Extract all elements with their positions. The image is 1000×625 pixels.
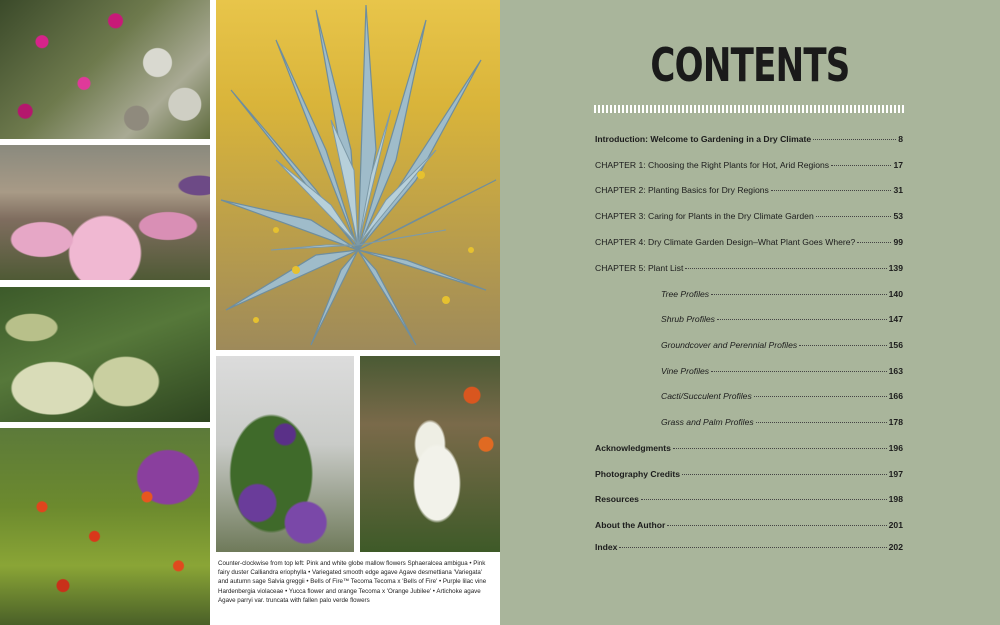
dot-leader xyxy=(667,525,886,526)
toc-entry-label: Shrub Profiles xyxy=(661,314,715,324)
dot-leader xyxy=(682,474,887,475)
toc-entry-about-the-author[interactable] xyxy=(595,520,903,532)
dot-leader xyxy=(831,165,891,166)
toc-entry-page: 198 xyxy=(888,494,903,504)
variegated-agave-photo xyxy=(0,287,210,422)
photo-caption: Counter-clockwise from top left: Pink and white globe mallow flowers Sphaeralcea ambigua • Pink fairy duster Calliandra eriophylla • Variegated smooth edge agave Agave desmettiana 'Variegata' and autumn sage Salvia greggii • Bells of Fire™ Tecoma Tecoma x 'Bells of Fire' • Purple lilac vine Hardenbergia violaceae • Yucca flower and orange Tecoma x 'Orange Jubilee' • Artichoke agave Agave parryi var. truncata with fallen palo verde flowers xyxy=(218,560,487,604)
yucca-flower-photo xyxy=(360,356,500,552)
bells-of-fire-tecoma-photo xyxy=(0,428,210,625)
toc-entry-chapter-5[interactable] xyxy=(595,263,903,275)
toc-entry-page: 140 xyxy=(888,289,903,299)
contents-title: CONTENTS xyxy=(650,38,850,92)
globe-mallow-photo xyxy=(0,0,210,139)
toc-entry-label: Groundcover and Perennial Profiles xyxy=(661,340,798,350)
toc-entry-label: Tree Profiles xyxy=(661,289,710,299)
toc-entry-shrub-profiles[interactable] xyxy=(661,314,903,326)
toc-entry-photography-credits[interactable] xyxy=(595,469,903,481)
toc-entry-index[interactable] xyxy=(595,542,903,554)
dot-leader xyxy=(673,448,887,449)
artichoke-agave-photo xyxy=(216,0,500,350)
toc-entry-label: CHAPTER 2: Planting Basics for Dry Regions xyxy=(595,185,769,195)
toc-entry-page: 197 xyxy=(888,469,903,479)
dot-leader xyxy=(756,422,887,423)
toc-entry-page: 163 xyxy=(888,366,903,376)
toc-entry-vine-profiles[interactable] xyxy=(661,366,903,378)
dot-leader xyxy=(857,242,891,243)
toc-entry-label: Grass and Palm Profiles xyxy=(661,417,754,427)
toc-entry-label: Vine Profiles xyxy=(661,366,710,376)
toc-entry-page: 201 xyxy=(888,520,903,530)
dot-leader xyxy=(816,216,892,217)
toc-entry-chapter-4[interactable] xyxy=(595,237,903,249)
toc-entry-label: CHAPTER 4: Dry Climate Garden Design–What Plant Goes Where? xyxy=(595,237,856,247)
toc-entry-chapter-2[interactable] xyxy=(595,185,903,197)
dot-leader xyxy=(771,190,892,191)
toc-entry-label: About the Author xyxy=(595,520,666,530)
fairy-duster-photo xyxy=(0,145,210,280)
toc-entry-page: 196 xyxy=(888,443,903,453)
toc-entry-page: 139 xyxy=(888,263,903,273)
dot-leader xyxy=(685,268,886,269)
agave-illustration xyxy=(216,0,500,350)
toc-entry-resources[interactable] xyxy=(595,494,903,506)
toc-entry-tree-profiles[interactable] xyxy=(661,289,903,301)
toc-entry-chapter-1[interactable] xyxy=(595,160,903,172)
dot-leader xyxy=(641,499,887,500)
dot-leader xyxy=(619,547,886,548)
toc-entry-label: Acknowledgments xyxy=(595,443,671,453)
purple-lilac-vine-photo xyxy=(216,356,354,552)
toc-entry-page: 8 xyxy=(898,134,903,144)
toc-entry-page: 178 xyxy=(888,417,903,427)
toc-entry-acknowledgments[interactable] xyxy=(595,443,903,455)
contents-page xyxy=(500,0,1000,625)
dashed-rule xyxy=(594,105,904,113)
dot-leader xyxy=(711,371,887,372)
toc-entry-label: Resources xyxy=(595,494,639,504)
dot-leader xyxy=(799,345,887,346)
toc-entry-label: Cacti/Succulent Profiles xyxy=(661,391,752,401)
toc-entry-page: 147 xyxy=(888,314,903,324)
toc-entry-label: CHAPTER 1: Choosing the Right Plants for Hot, Arid Regions xyxy=(595,160,830,170)
toc-entry-groundcover-profiles[interactable] xyxy=(661,340,903,352)
toc-entry-label: Photography Credits xyxy=(595,469,680,479)
toc-entry-grass-palm-profiles[interactable] xyxy=(661,417,903,429)
toc-entry-page: 31 xyxy=(893,185,903,195)
toc-entry-label: Introduction: Welcome to Gardening in a Dry Climate xyxy=(595,134,812,144)
toc-entry-page: 53 xyxy=(893,211,903,221)
dot-leader xyxy=(711,294,887,295)
toc-entry-label: Index xyxy=(595,542,618,552)
toc-entry-label: CHAPTER 5: Plant List xyxy=(595,263,684,273)
toc-entry-cacti-succulent-profiles[interactable] xyxy=(661,391,903,403)
dot-leader xyxy=(813,139,896,140)
toc-entry-introduction[interactable] xyxy=(595,134,903,146)
toc-entry-label: CHAPTER 3: Caring for Plants in the Dry Climate Garden xyxy=(595,211,814,221)
toc-entry-page: 202 xyxy=(888,542,903,552)
dot-leader xyxy=(754,396,887,397)
toc-entry-chapter-3[interactable] xyxy=(595,211,903,223)
dot-leader xyxy=(717,319,887,320)
toc-entry-page: 156 xyxy=(888,340,903,350)
toc-entry-page: 166 xyxy=(888,391,903,401)
toc-entry-page: 99 xyxy=(893,237,903,247)
toc-entry-page: 17 xyxy=(893,160,903,170)
